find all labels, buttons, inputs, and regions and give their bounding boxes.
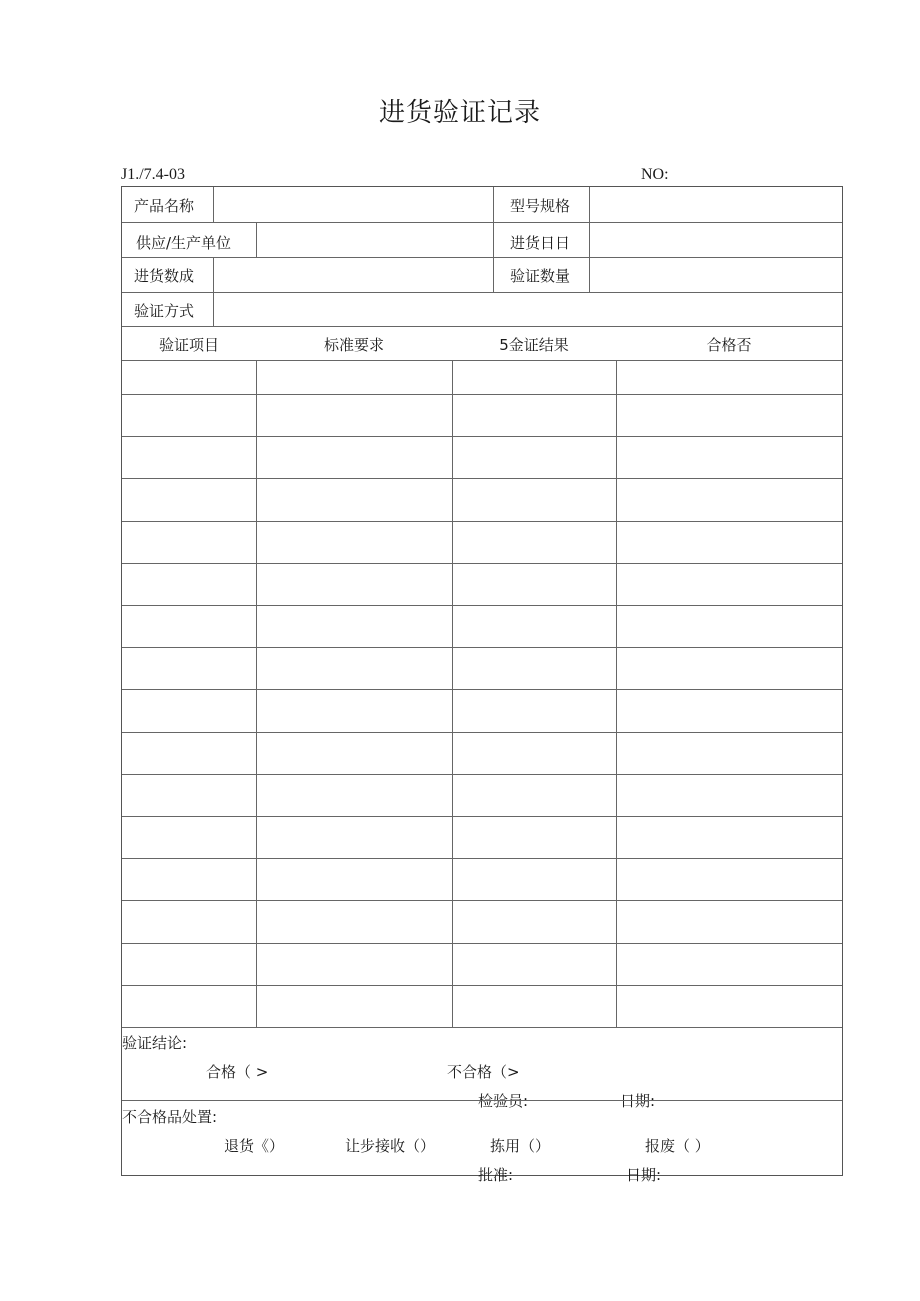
table-cell[interactable] (123, 437, 255, 477)
table-cell[interactable] (123, 986, 255, 1026)
table-cell[interactable] (617, 648, 841, 688)
table-cell[interactable] (257, 817, 451, 857)
section-divider (122, 1100, 842, 1101)
table-cell[interactable] (617, 775, 841, 815)
table-cell[interactable] (617, 437, 841, 477)
product-name-field[interactable] (214, 187, 493, 222)
table-cell[interactable] (453, 859, 615, 899)
table-cell[interactable] (123, 522, 255, 562)
table-cell[interactable] (617, 944, 841, 984)
table-cell[interactable] (123, 395, 255, 435)
inspector-line-clip (472, 1089, 842, 1110)
table-cell[interactable] (257, 986, 451, 1026)
concession-option[interactable]: 让步接收（） (345, 1137, 436, 1155)
verified-quantity-field[interactable] (590, 258, 842, 292)
arrival-date-field[interactable] (590, 223, 842, 257)
table-cell[interactable] (257, 395, 451, 435)
return-option[interactable]: 退货《） (224, 1137, 285, 1155)
form-code: J1./7.4-03 (121, 166, 185, 183)
table-cell[interactable] (453, 437, 615, 477)
verification-method-label: 验证方式 (134, 302, 195, 320)
inspector-label: 检验员: (478, 1092, 529, 1110)
table-cell[interactable] (453, 606, 615, 646)
table-cell[interactable] (617, 564, 841, 604)
table-cell[interactable] (257, 606, 451, 646)
table-cell[interactable] (453, 733, 615, 773)
table-cell[interactable] (123, 817, 255, 857)
table-cell[interactable] (617, 690, 841, 730)
arrival-quantity-label: 进货数成 (134, 267, 195, 285)
table-cell[interactable] (617, 522, 841, 562)
table-cell[interactable] (617, 986, 841, 1026)
table-cell[interactable] (123, 690, 255, 730)
table-cell[interactable] (617, 395, 841, 435)
table-cell[interactable] (257, 859, 451, 899)
table-cell[interactable] (123, 479, 255, 519)
product-name-label: 产品名称 (134, 197, 195, 215)
table-cell[interactable] (453, 479, 615, 519)
approver-line-clip (472, 1163, 842, 1184)
table-cell[interactable] (257, 733, 451, 773)
table-cell[interactable] (257, 775, 451, 815)
table-cell[interactable] (617, 606, 841, 646)
column-header-item: 验证项目 (158, 336, 219, 354)
sort-option[interactable]: 拣用（） (490, 1137, 551, 1155)
approver-label: 批准: (478, 1166, 514, 1184)
table-cell[interactable] (257, 944, 451, 984)
table-cell[interactable] (453, 522, 615, 562)
table-cell[interactable] (453, 986, 615, 1026)
table-cell[interactable] (123, 733, 255, 773)
form-number-label: NO: (641, 166, 669, 183)
table-cell[interactable] (123, 944, 255, 984)
table-cell[interactable] (123, 648, 255, 688)
table-cell[interactable] (257, 690, 451, 730)
fail-option[interactable]: 不合格（> (447, 1063, 520, 1081)
disposition-heading: 不合格品处置: (122, 1108, 218, 1126)
divider (122, 360, 842, 361)
table-cell[interactable] (257, 648, 451, 688)
pass-option[interactable]: 合格（ > (206, 1063, 269, 1081)
column-header-pass: 合格否 (706, 336, 752, 354)
table-cell[interactable] (617, 733, 841, 773)
conclusion-date-label: 日期: (620, 1092, 656, 1110)
disposition-date-label: 日期: (626, 1166, 662, 1184)
table-cell[interactable] (257, 437, 451, 477)
table-cell[interactable] (617, 817, 841, 857)
verification-method-field[interactable] (214, 293, 842, 326)
arrival-quantity-field[interactable] (214, 258, 493, 292)
table-cell[interactable] (257, 564, 451, 604)
column-header-result: 5金证结果 (499, 336, 569, 354)
arrival-date-label: 进货日日 (510, 234, 571, 252)
table-cell[interactable] (617, 479, 841, 519)
table-cell[interactable] (123, 564, 255, 604)
table-cell[interactable] (617, 901, 841, 941)
document-title: 进货验证记录 (378, 98, 541, 128)
table-cell[interactable] (453, 564, 615, 604)
divider (493, 187, 494, 292)
table-cell[interactable] (453, 901, 615, 941)
supplier-field[interactable] (257, 223, 493, 257)
table-cell[interactable] (453, 817, 615, 857)
table-cell[interactable] (123, 901, 255, 941)
table-cell[interactable] (453, 648, 615, 688)
table-cell[interactable] (123, 775, 255, 815)
table-cell[interactable] (123, 606, 255, 646)
verified-quantity-label: 验证数量 (510, 267, 571, 285)
model-spec-label: 型号规格 (510, 197, 571, 215)
divider (122, 326, 842, 327)
verification-form (121, 186, 843, 1184)
table-cell[interactable] (453, 690, 615, 730)
table-cell[interactable] (123, 859, 255, 899)
table-cell[interactable] (257, 522, 451, 562)
table-cell[interactable] (453, 395, 615, 435)
scrap-option[interactable]: 报废（ ） (645, 1137, 710, 1155)
table-cell[interactable] (617, 859, 841, 899)
supplier-label: 供应/生产单位 (136, 234, 232, 252)
table-cell[interactable] (453, 944, 615, 984)
table-cell[interactable] (257, 901, 451, 941)
table-cell[interactable] (453, 775, 615, 815)
column-header-standard: 标准要求 (323, 336, 384, 354)
conclusion-heading: 验证结论: (122, 1034, 188, 1052)
row-divider (122, 1027, 842, 1028)
table-cell[interactable] (257, 479, 451, 519)
model-spec-field[interactable] (590, 187, 842, 222)
